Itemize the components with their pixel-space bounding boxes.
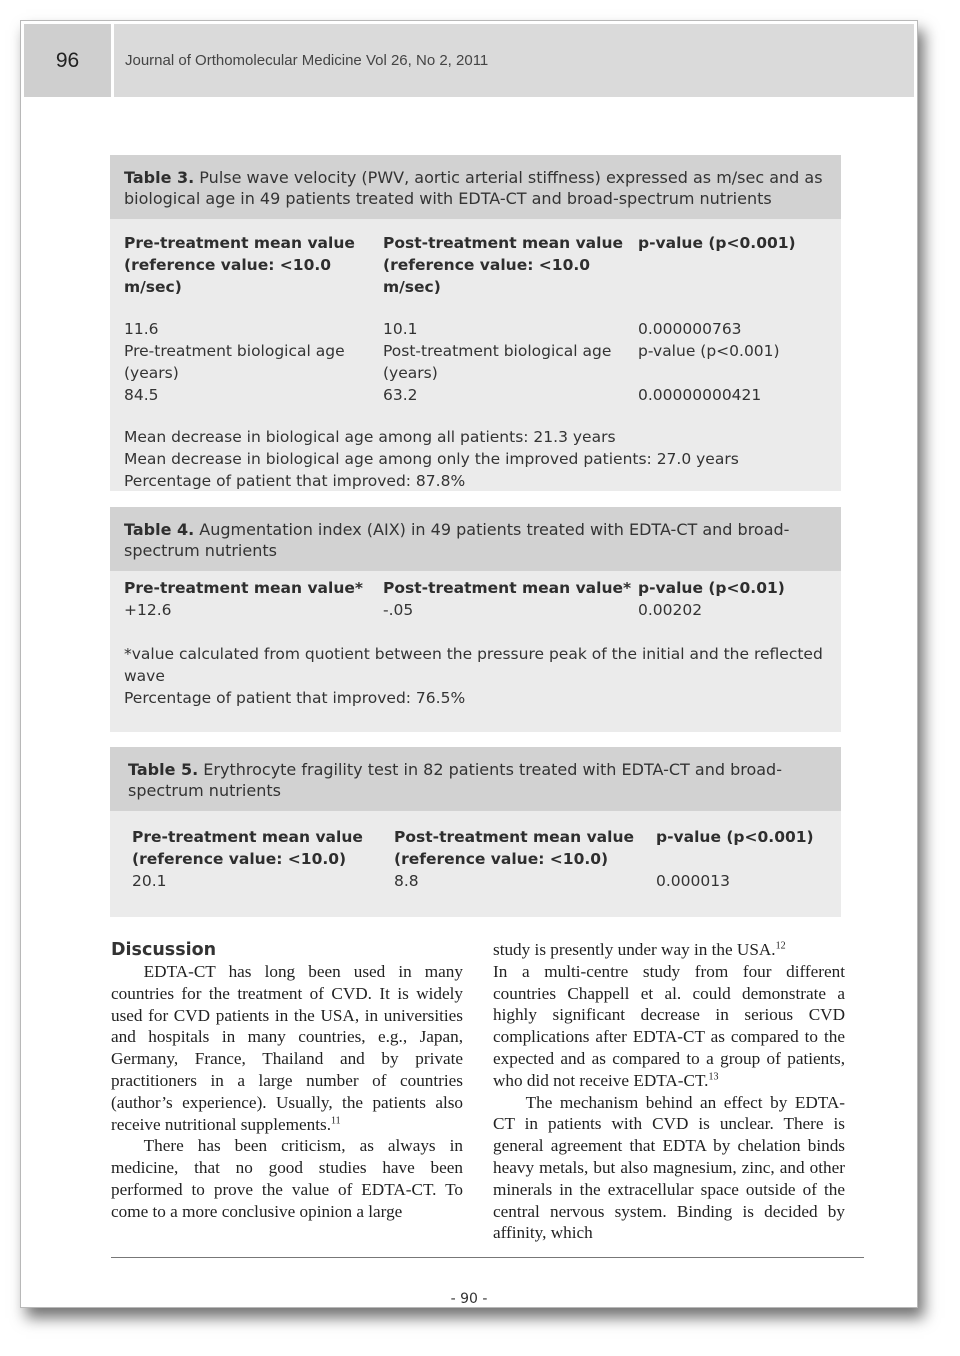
page-number: 96: [24, 24, 114, 97]
table-cell: 0.00000000421: [638, 386, 762, 404]
discussion-right-column: [493, 939, 845, 1244]
table-cell: 84.5: [124, 386, 159, 404]
table-note: Mean decrease in biological age among only the improved patients: 27.0 years: [124, 450, 739, 468]
discussion-heading: Discussion: [111, 940, 217, 960]
table-5: [110, 747, 841, 917]
table-cell: 0.000000763: [638, 320, 742, 338]
discussion-left-column: [111, 939, 463, 1223]
table-3-notes: [110, 426, 841, 492]
table-4-header-pre: Pre-treatment mean value*: [124, 579, 363, 597]
table-cell: 63.2: [383, 386, 418, 404]
table-cell: 0.000013: [656, 872, 730, 890]
page-footer: - 90 -: [450, 1291, 488, 1307]
table-5-header-post: Post-treatment mean value (reference value: <10.0): [394, 828, 634, 868]
table-5-caption: Table 5. Erythrocyte fragility test in 82 patients treated with EDTA-CT and broad-spectrum nutrients: [110, 747, 841, 811]
table-3-header-post: Post-treatment mean value (reference value: <10.0 m/sec): [383, 234, 623, 296]
table-5-header-row: [110, 826, 841, 892]
table-cell: 20.1: [132, 872, 167, 890]
paragraph: EDTA-CT has long been used in many countries for the treatment of CVD. It is widely used for CVD patients in the USA, in universities and hospitals in many countries, e.g., Japan, Germany, France, Thailand and by private practitioners in a large number of countries (author’s experience). Usually, the patients also receive nutritional supplements.$^{11}$: [111, 962, 463, 1134]
paragraph: In a multi-centre study from four different countries Chappell et al. could demonstrate a highly significant decrease in serious CVD complications after EDTA-CT as compared to the expected and as compared to a group of patients, who did not receive EDTA-CT.$^{13}$: [493, 961, 845, 1090]
paragraph: There has been criticism, as always in medicine, that no good studies have been performed to prove the value of EDTA-CT. To come to a more conclusive opinion a large: [111, 1136, 463, 1221]
paragraph: study is presently under way in the USA.$^{12}$: [493, 940, 786, 959]
table-note: *value calculated from quotient between the pressure peak of the initial and the reflected wave: [124, 645, 823, 685]
table-cell: p-value (p<0.001): [638, 342, 780, 360]
table-cell: 0.00202: [638, 601, 703, 619]
table-note: Mean decrease in biological age among all patients: 21.3 years: [124, 428, 616, 446]
journal-page: [20, 20, 918, 1308]
table-note: Percentage of patient that improved: 87.8%: [124, 472, 466, 490]
table-cell: Post-treatment biological age (years): [383, 342, 612, 382]
table-cell: 11.6: [124, 320, 159, 338]
table-cell: Pre-treatment biological age (years): [124, 342, 345, 382]
table-3-header-row: [110, 232, 841, 298]
running-header: Journal of Orthomolecular Medicine Vol 26, No 2, 2011: [114, 24, 914, 97]
table-4-notes: [110, 643, 841, 709]
table-note: Percentage of patient that improved: 76.5%: [124, 689, 466, 707]
table-cell: +12.6: [124, 601, 172, 619]
footer-rule: [111, 1257, 864, 1258]
paragraph: The mechanism behind an effect by EDTA-CT in patients with CVD is unclear. There is general agreement that EDTA by chelation binds heavy metals, but also magnesium, zinc, and other minerals in the extracellular space outside of the central nervous system. Binding is decided by affinity, which: [493, 1092, 845, 1243]
table-4-header-row: [110, 577, 841, 621]
table-3: [110, 155, 841, 491]
table-4-header-p: p-value (p<0.01): [638, 579, 785, 597]
table-cell: -.05: [383, 601, 414, 619]
table-5-header-pre: Pre-treatment mean value (reference value: <10.0): [132, 828, 363, 868]
table-cell: 10.1: [383, 320, 418, 338]
table-3-header-pre: Pre-treatment mean value (reference value: <10.0 m/sec): [124, 234, 355, 296]
table-4-caption: Table 4. Augmentation index (AIX) in 49 patients treated with EDTA-CT and broad-spectrum nutrients: [110, 507, 841, 571]
table-4: [110, 507, 841, 732]
table-cell: 8.8: [394, 872, 419, 890]
table-3-header-p: p-value (p<0.001): [638, 234, 796, 252]
table-3-caption: Table 3. Pulse wave velocity (PWV, aortic arterial stiffness) expressed as m/sec and as biological age in 49 patients treated with EDTA-CT and broad-spectrum nutrients: [110, 155, 841, 219]
table-5-header-p: p-value (p<0.001): [656, 828, 814, 846]
table-4-header-post: Post-treatment mean value*: [383, 579, 632, 597]
table-3-body: [110, 318, 841, 406]
